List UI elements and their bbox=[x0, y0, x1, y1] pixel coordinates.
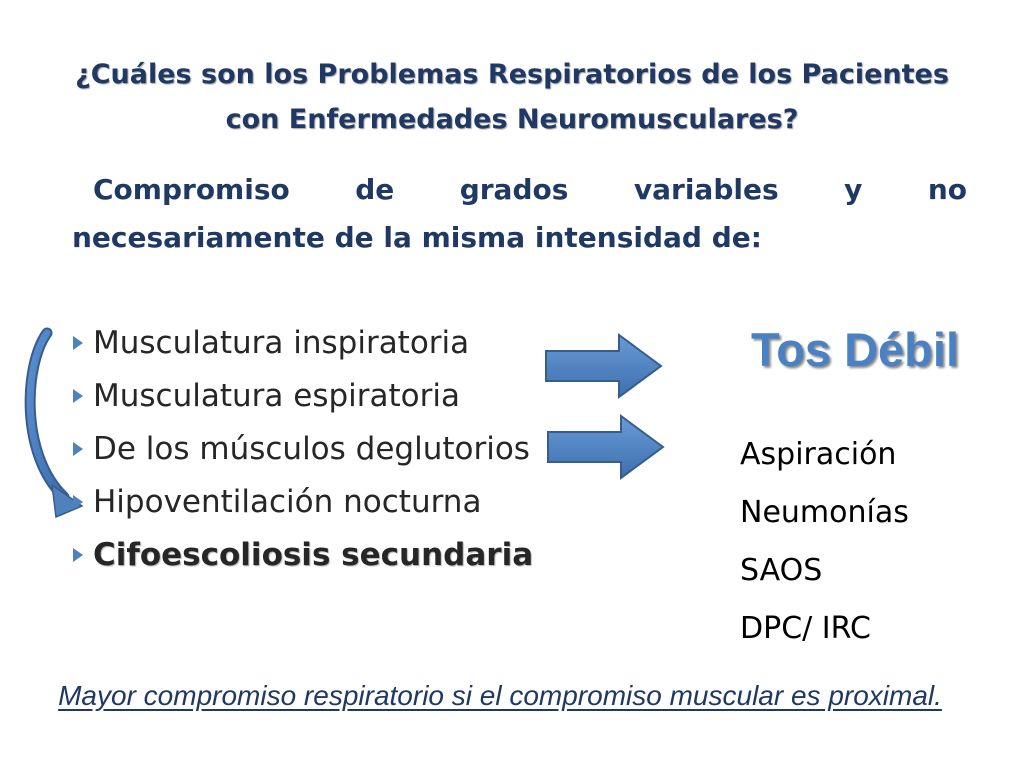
complication-item: DPC/ IRC bbox=[740, 611, 871, 646]
bullet-label: De los músculos deglutorios bbox=[93, 431, 530, 467]
bullet-item-musculatura-espiratoria bbox=[70, 374, 533, 427]
complications-list bbox=[740, 430, 909, 662]
bullet-list bbox=[70, 321, 533, 586]
slide-title-line-1: ¿Cuáles son los Problemas Respiratorios de los Pacientes bbox=[75, 59, 949, 90]
bullet-item-musculatura-inspiratoria bbox=[70, 321, 533, 374]
outcome-heading: Tos Débil bbox=[750, 323, 960, 376]
footnote: Mayor compromiso respiratorio si el compromiso muscular es proximal. bbox=[58, 680, 942, 711]
triangle-bullet-icon bbox=[71, 335, 85, 351]
bullet-item-hipoventilacion-nocturna bbox=[70, 480, 533, 533]
triangle-bullet-icon bbox=[71, 547, 85, 563]
bullet-label: Musculatura inspiratoria bbox=[93, 325, 470, 361]
intro-text bbox=[72, 166, 967, 262]
intro-line-2: necesariamente de la misma intensidad de: bbox=[72, 221, 762, 254]
right-block-arrow-icon bbox=[545, 414, 667, 480]
intro-line-1: Compromiso de grados variables y no bbox=[93, 173, 967, 206]
bullet-label: Musculatura espiratoria bbox=[93, 378, 460, 414]
bullet-item-musculos-deglutorios bbox=[70, 427, 533, 480]
triangle-bullet-icon bbox=[71, 441, 85, 457]
complication-item: SAOS bbox=[740, 553, 823, 588]
triangle-bullet-icon bbox=[71, 494, 85, 510]
bullet-label: Cifoescoliosis secundaria bbox=[93, 537, 534, 573]
complication-item: Neumonías bbox=[740, 495, 909, 530]
complication-item: Aspiración bbox=[740, 437, 897, 472]
bullet-label: Hipoventilación nocturna bbox=[93, 484, 482, 520]
slide-title-line-2: con Enfermedades Neuromusculares? bbox=[225, 104, 799, 135]
triangle-bullet-icon bbox=[71, 388, 85, 404]
slide-title bbox=[20, 52, 1004, 142]
bullet-item-cifoescoliosis-secundaria bbox=[70, 533, 533, 586]
right-block-arrow-icon bbox=[543, 333, 665, 399]
